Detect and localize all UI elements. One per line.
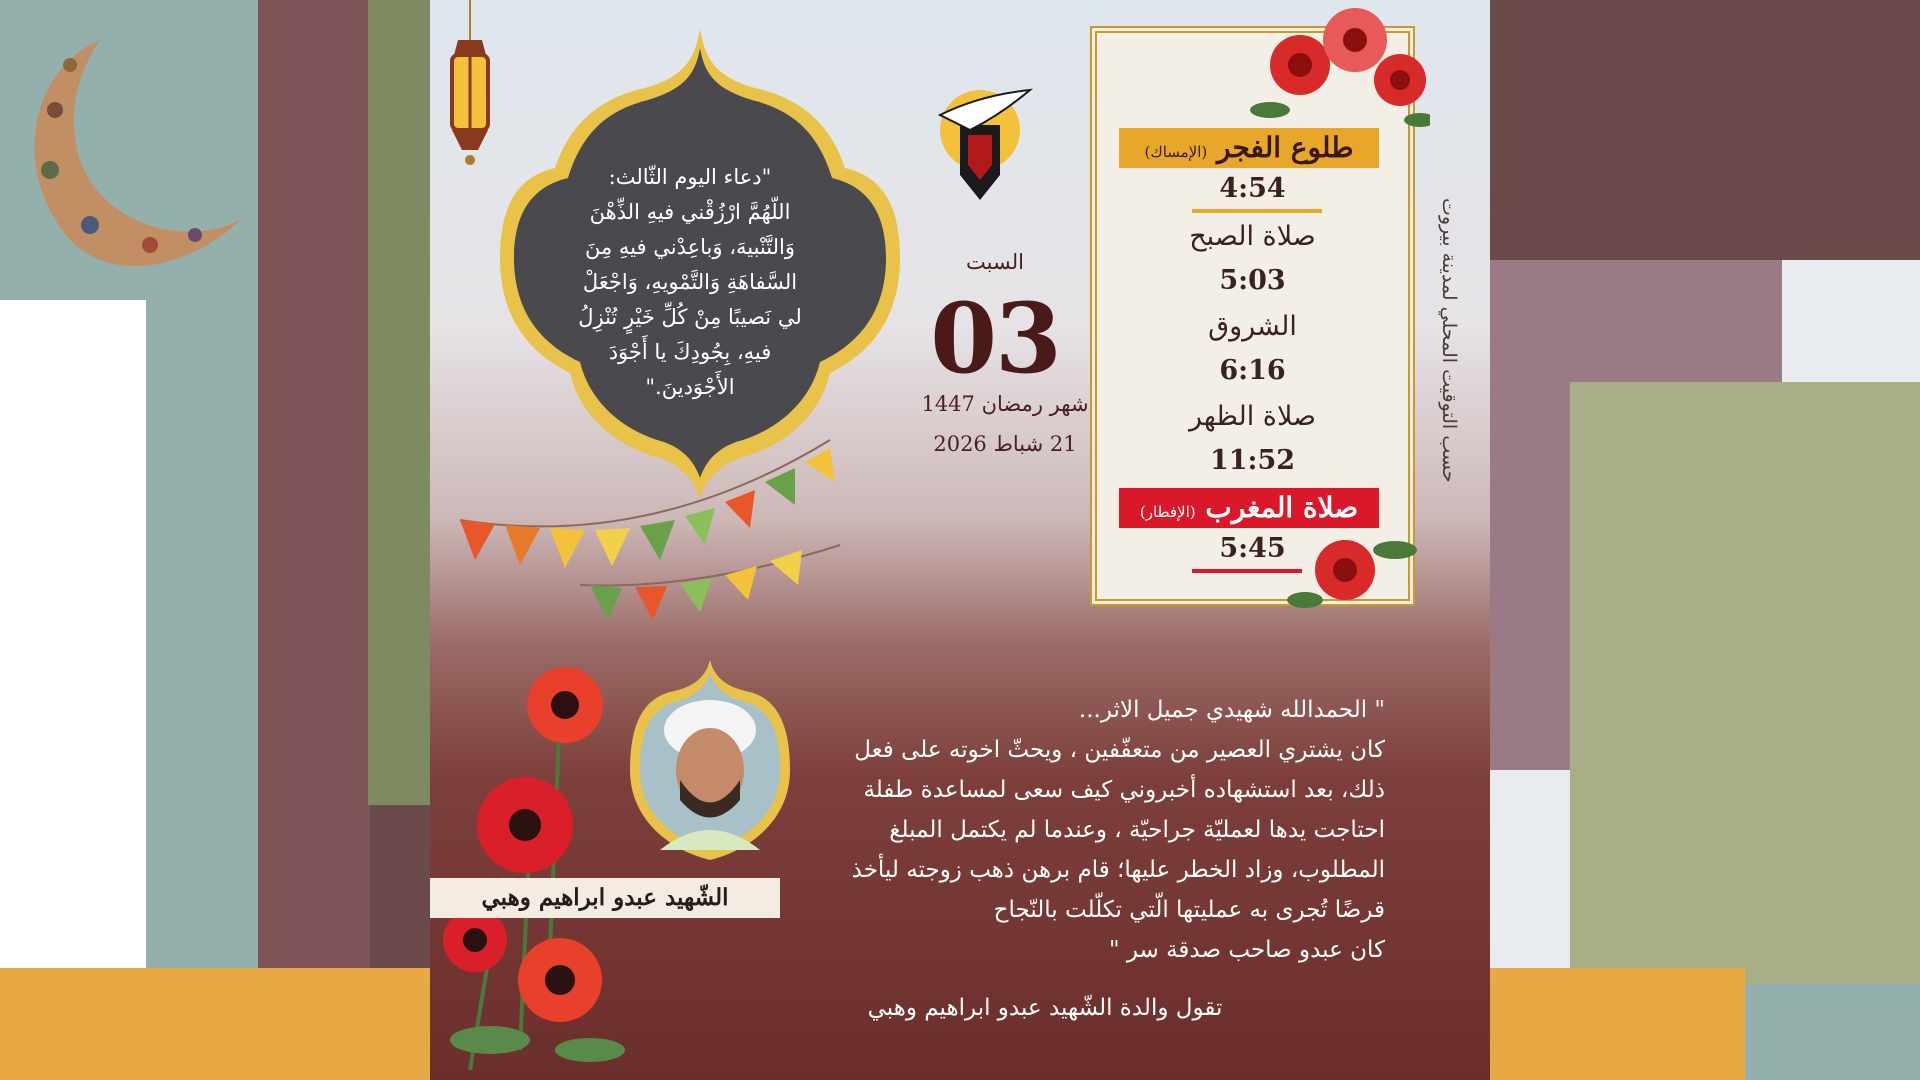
lantern-icon (440, 0, 500, 180)
fajr-label: طلوع الفجر (1217, 131, 1354, 164)
dua-title: "دعاء اليوم الثّالث: (608, 165, 772, 189)
quote-line: " الحمدالله شهيدي جميل الاثر... (1078, 697, 1385, 723)
bg-block-orange-bottom-right (1490, 968, 1745, 1080)
dua-text (550, 160, 830, 405)
bunting-flags (450, 420, 850, 640)
fajr-highlight (1119, 128, 1379, 168)
rose-cluster-lower-icon (1285, 510, 1425, 620)
bg-block-maroon (258, 0, 370, 968)
martyr-name-label: الشّهيد عبدو ابراهيم وهبي (430, 878, 780, 918)
organization-logo-icon (930, 85, 1040, 215)
quote-line: ذلك، بعد استشهاده أخبروني كيف سعى لمساعدة طفلة (863, 777, 1385, 803)
bg-block-plum-right (1490, 0, 1920, 260)
dua-line: فيهِ، بِجُودِكَ يا أَجْوَدَ (608, 340, 772, 364)
bg-block-teal-bottom-right (1745, 984, 1920, 1080)
quote-line: كان عبدو صاحب صدقة سر " (1108, 937, 1385, 963)
crescent-moon-icon (10, 20, 250, 280)
subh-time: 5:03 (1219, 265, 1286, 296)
dua-line: اللّهُمَّ ارْزُقْني فيهِ الذِّهْنَ (589, 200, 791, 224)
ramadan-card (430, 0, 1490, 1080)
quote-attribution: تقول والدة الشّهيد عبدو ابراهيم وهبي (867, 995, 1223, 1021)
quote-line: احتاجت يدها لعمليّة جراحيّة ، وعندما لم يكتمل المبلغ (889, 817, 1385, 843)
dhuhr-time: 11:52 (1209, 445, 1296, 476)
fajr-note: (الإمساك) (1144, 143, 1208, 161)
rose-cluster-icon (1250, 0, 1430, 130)
shuruq-label: الشروق (1208, 311, 1297, 342)
shuruq-time: 6:16 (1219, 355, 1286, 386)
weekday: السبت (966, 250, 1024, 274)
hijri-date: شهر رمضان 1447 (921, 392, 1089, 416)
dua-line: السَّفاهَةِ وَالتَّمْويهِ، وَاجْعَلْ (582, 270, 798, 294)
dua-line: وَالتَّنْبيهَ، وَباعِدْني فيهِ مِنَ (585, 235, 795, 259)
bg-block-olive (368, 0, 430, 805)
quote-line: المطلوب، وزاد الخطر عليها؛ قام برهن ذهب زوجته ليأخذ (851, 857, 1385, 883)
bg-block-sage-right (1570, 382, 1920, 984)
poppy-flowers-icon (430, 650, 650, 1080)
bg-block-orange-bottom-left (0, 968, 430, 1080)
subh-label: صلاة الصبح (1189, 221, 1316, 252)
maghrib-note: (الإفطار) (1139, 503, 1196, 521)
martyr-portrait (630, 660, 790, 860)
fajr-time: 4:54 (1219, 173, 1286, 204)
bg-block-white-right-lower (1490, 770, 1570, 968)
timing-note: حسب التوقيت المحلي لمدينة بيروت (1438, 197, 1460, 483)
maghrib-label: صلاة المغرب (1205, 491, 1359, 524)
fajr-underline (1192, 209, 1322, 213)
dua-line: الأَجْوَدينَ." (645, 375, 735, 399)
quote-line: قرضًا تُجرى به عمليتها الّتي تكلّلت بالنّجاح (993, 897, 1385, 923)
gregorian-date: 21 شباط 2026 (933, 432, 1077, 456)
quote-line: كان يشتري العصير من متعفّفين ، ويحثّ اخوته على فعل (854, 737, 1385, 763)
bg-block-white-left (0, 300, 146, 968)
dhuhr-label: صلاة الظهر (1189, 401, 1316, 432)
dua-line: لي نَصيبًا مِنْ كُلِّ خَيْرٍ تُنْزِلُ (578, 305, 802, 329)
bg-block-teal-strip (146, 300, 260, 968)
martyr-quote (795, 690, 1385, 970)
maghrib-time: 5:45 (1219, 533, 1286, 564)
bg-block-white-right (1782, 260, 1920, 382)
day-number: 03 (930, 282, 1060, 395)
